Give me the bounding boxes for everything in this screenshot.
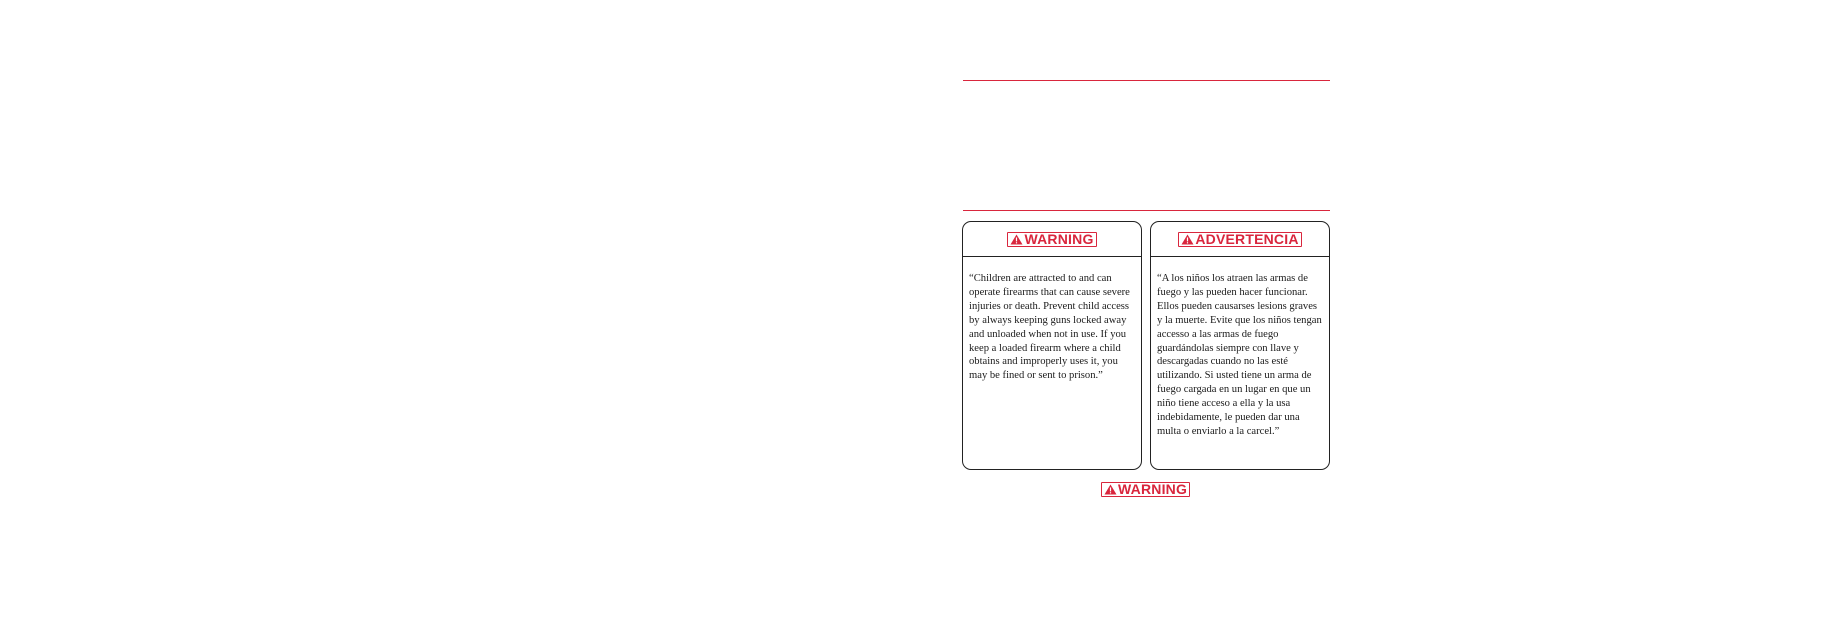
advertencia-label: ADVERTENCIA — [1195, 230, 1299, 247]
section-divider-line — [963, 210, 1330, 211]
warning-label: WARNING — [1024, 230, 1094, 247]
bottom-warning-label: WARNING — [1118, 481, 1188, 497]
warning-triangle-icon — [1181, 234, 1194, 245]
top-divider-line — [963, 80, 1330, 81]
bottom-warning-badge — [1101, 482, 1190, 497]
english-warning-text: “Children are attracted to and can operate firearms that can cause severe injuries or death. Prevent child access by always keeping guns locked away and unloaded when not in use. If you keep a loaded firearm where a child obtains and improperly uses it, you may be fined or sent to prison.” — [969, 273, 1130, 382]
english-warning-header — [963, 222, 1141, 257]
warning-badge — [1007, 232, 1096, 247]
advertencia-badge — [1178, 232, 1301, 247]
spanish-warning-header — [1151, 222, 1329, 257]
spanish-warning-text: “A los niños los atraen las armas de fuego y las pueden hacer funcionar. Ellos pueden causarses lesions graves y la muerte. Evite que los niños tengan accesso a las armas de fuego guardándolas siempre con llave y descargadas cuando no las esté utilizando. Si usted tiene un arma de fuego cargada en un lugar en que un niño tiene acceso a ella y la usa indebidamente, le pueden dar una multa o enviarlo a la carcel.” — [1157, 273, 1322, 437]
warning-triangle-icon — [1104, 484, 1117, 495]
bottom-warning-section — [1101, 482, 1190, 500]
warning-triangle-icon — [1010, 234, 1023, 245]
spanish-warning-box — [1150, 221, 1330, 470]
english-warning-box — [962, 221, 1142, 470]
